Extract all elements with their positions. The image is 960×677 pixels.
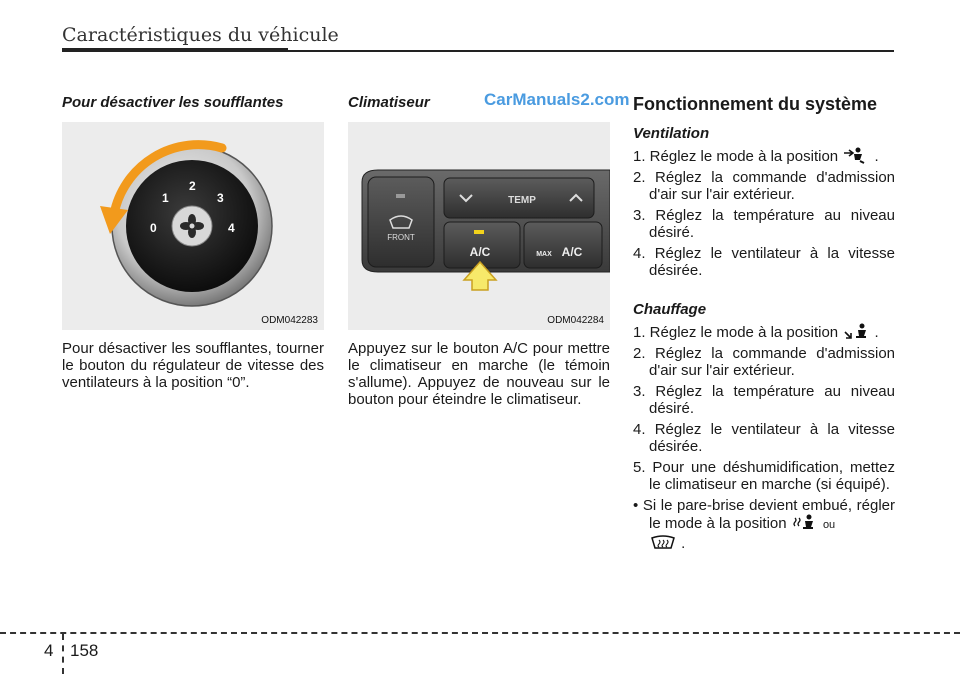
ventilation-subtitle: Ventilation: [633, 125, 710, 142]
knob-label-1: 1: [162, 191, 169, 205]
heating-step-1-text: 1. Réglez le mode à la position: [633, 324, 839, 341]
blower-knob-illustration: [62, 122, 324, 330]
ventilation-step-4: 4. Réglez le ventilateur à la vitesse désirée.: [633, 245, 895, 279]
or-label: ou: [822, 519, 836, 531]
ac-panel-illustration: [348, 122, 610, 330]
defog-bullet: [633, 497, 895, 552]
ac-panel-figure: [348, 122, 610, 330]
max-ac-label: A/C: [561, 245, 583, 259]
period: .: [681, 535, 686, 552]
figure-code: ODM042283: [261, 315, 318, 326]
page-number: 158: [70, 641, 99, 660]
footer-divider: [62, 634, 64, 674]
blower-off-text: Pour désactiver les soufflantes, tourner le bouton du régulateur de vitesse des ventilateurs à la position “0”.: [62, 340, 324, 391]
face-vent-icon: [842, 147, 870, 165]
blower-off-subtitle: Pour désactiver les soufflantes: [62, 94, 284, 111]
ac-text: Appuyez sur le bouton A/C pour mettre le climatiseur en marche (le témoin s'allume). Appuyez de nouveau sur le bouton pour éteindre le climatiseur.: [348, 340, 610, 408]
ac-button-label: A/C: [469, 245, 491, 259]
defog-bullet-text: • Si le pare-brise devient embué, régler le mode à la position: [633, 497, 895, 532]
heating-subtitle: Chauffage: [633, 301, 707, 318]
system-operation-section: [633, 94, 895, 556]
period: .: [874, 148, 879, 165]
knob-label-0: 0: [150, 221, 157, 235]
heating-step-5: 5. Pour une déshumidification, mettez le climatiseur en marche (si équipé).: [633, 459, 895, 493]
header-rule: [288, 50, 894, 52]
ventilation-step-2: 2. Réglez la commande d'admission d'air sur l'air extérieur.: [633, 169, 895, 203]
temp-label: TEMP: [508, 195, 536, 206]
ventilation-step-1: [633, 147, 895, 165]
ventilation-step-3: 3. Réglez la température au niveau désiré.: [633, 207, 895, 241]
floor-defrost-icon: [791, 514, 819, 532]
ventilation-step-1-text: 1. Réglez le mode à la position: [633, 148, 839, 165]
knob-label-2: 2: [189, 179, 196, 193]
max-label: MAX: [536, 251, 552, 258]
watermark[interactable]: CarManuals2.com: [484, 90, 630, 109]
ac-subtitle: Climatiseur: [348, 94, 430, 111]
heating-step-2: 2. Réglez la commande d'admission d'air sur l'air extérieur.: [633, 345, 895, 379]
section-title: Fonctionnement du système: [633, 94, 878, 114]
heating-step-1: [633, 323, 895, 341]
header-rule-thick: [62, 48, 288, 52]
spacer: [633, 283, 895, 293]
period: .: [874, 324, 879, 341]
knob-label-3: 3: [217, 191, 224, 205]
knob-label-4: 4: [228, 221, 235, 235]
footer-rule: [0, 632, 960, 634]
floor-vent-icon: [842, 323, 870, 341]
heating-step-3: 3. Réglez la température au niveau désiré.: [633, 383, 895, 417]
running-header: Caractéristiques du véhicule: [62, 24, 339, 46]
heating-step-4: 4. Réglez le ventilateur à la vitesse désirée.: [633, 421, 895, 455]
chapter-number: 4: [44, 641, 54, 660]
blower-knob-figure: [62, 122, 324, 330]
figure-code: ODM042284: [547, 315, 604, 326]
defrost-icon: [649, 534, 677, 552]
front-label: FRONT: [387, 233, 415, 242]
